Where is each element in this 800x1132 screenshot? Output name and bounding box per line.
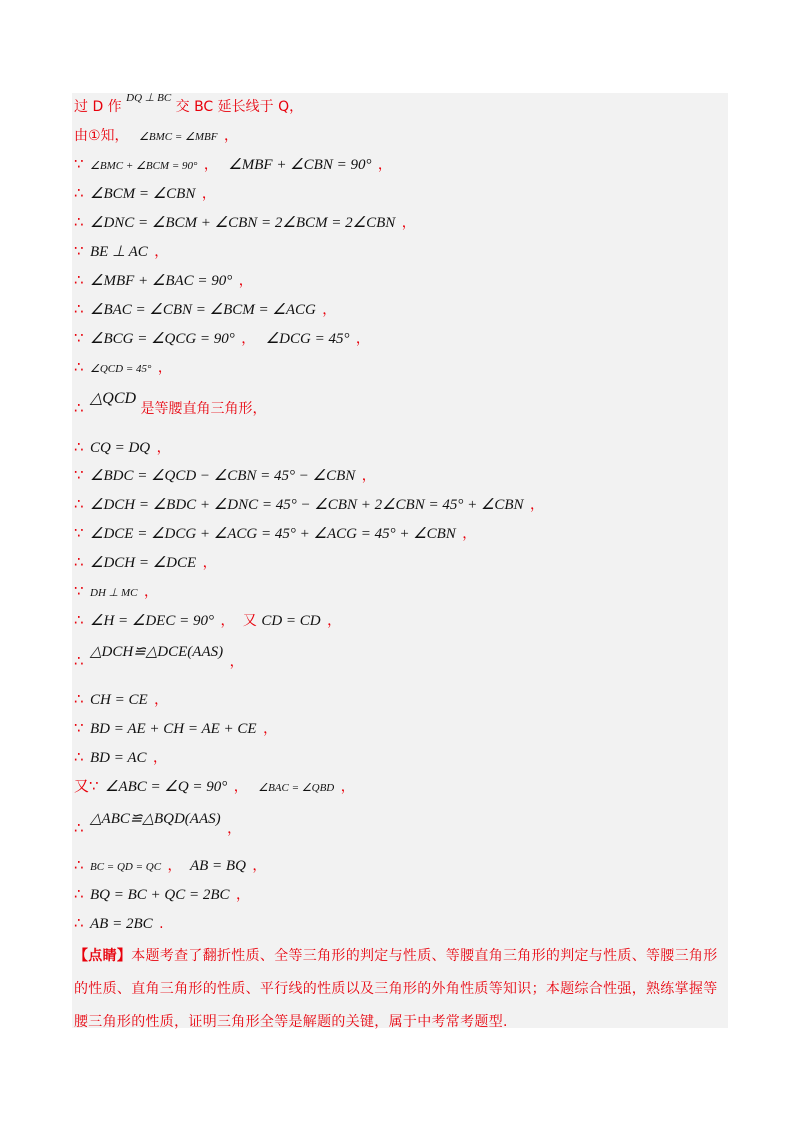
punctuation: .: [159, 916, 164, 932]
math-expression: ∠DNC = ∠BCM + ∠CBN = 2∠BCM = 2∠CBN: [90, 215, 396, 231]
punctuation: ，: [401, 215, 416, 231]
math-expression: ∠BCG = ∠QCG = 90°: [90, 331, 235, 347]
therefore-symbol: ∴: [74, 300, 84, 318]
proof-text: 是等腰直角三角形，: [140, 401, 267, 417]
math-expression: ∠MBF + ∠BAC = 90°: [90, 273, 233, 289]
therefore-symbol: ∴: [74, 748, 84, 766]
punctuation: ，: [202, 555, 217, 571]
punctuation: ，: [361, 468, 376, 484]
proof-line: [74, 180, 216, 206]
math-expression: ∠DCE = ∠DCG + ∠ACG = 45° + ∠ACG = 45° + ∠CBN: [90, 526, 456, 542]
therefore-symbol: ∴: [74, 652, 84, 670]
therefore-symbol: ∴: [74, 690, 84, 708]
punctuation: ，: [152, 750, 167, 766]
therefore-symbol: ∴: [74, 914, 84, 932]
punctuation: ，: [220, 613, 235, 629]
note-heading: 【点睛】: [74, 948, 132, 964]
proof-line: [74, 773, 355, 799]
proof-line: [74, 644, 244, 674]
because-symbol: ∵: [74, 719, 84, 737]
math-expression: ∠QCD = 45°: [90, 363, 152, 375]
math-expression: CQ = DQ: [90, 440, 151, 456]
proof-line: [74, 123, 238, 149]
therefore-symbol: ∴: [74, 495, 84, 513]
punctuation: ，: [201, 186, 216, 202]
note-body: 本题考查了翻折性质、全等三角形的判定与性质、等腰直角三角形的判定与性质、等腰三角形的性质、直角三角形的性质、平行线的性质以及三角形的外角性质等知识；本题综合性强，熟练掌握等腰三角形的性质，证明三角形全等是解题的关键，属于中考常考题型.: [74, 948, 718, 1030]
proof-line: [74, 238, 168, 264]
punctuation: ，: [238, 273, 253, 289]
therefore-symbol: ∴: [74, 399, 84, 417]
math-expression: BD = AC: [90, 750, 147, 766]
math-expression: ∠DCH = ∠DCE: [90, 555, 197, 571]
math-expression: ∠BCM = ∠CBN: [90, 186, 196, 202]
proof-line: [74, 578, 158, 604]
math-expression: ∠BDC = ∠QCD − ∠CBN = 45° − ∠CBN: [90, 468, 356, 484]
proof-line: [74, 354, 172, 380]
because-symbol: ∵: [74, 582, 84, 600]
because-symbol: ∵: [74, 155, 84, 173]
math-expression: ∠H = ∠DEC = 90°: [90, 613, 214, 629]
proof-line: [74, 296, 336, 322]
math-expression: ∠DCH = ∠BDC + ∠DNC = 45° − ∠CBN + 2∠CBN = 45° + ∠CBN: [90, 497, 524, 513]
proof-line: [74, 325, 370, 351]
therefore-symbol: ∴: [74, 358, 84, 376]
key-point-note: [74, 940, 726, 1039]
proof-line: [74, 520, 476, 546]
proof-line: [74, 209, 416, 235]
punctuation: ，: [263, 721, 278, 737]
punctuation: ，: [236, 887, 250, 903]
proof-line: [74, 151, 392, 177]
therefore-symbol: ∴: [74, 819, 84, 837]
proof-line: [74, 852, 266, 878]
proof-line: [74, 686, 168, 712]
math-expression: ∠BMC = ∠MBF: [139, 131, 218, 143]
punctuation: ，: [157, 360, 172, 376]
proof-text: 由①知，: [74, 128, 129, 144]
math-expression: BD = AE + CH = AE + CE: [90, 721, 257, 737]
math-expression: AB = 2BC: [90, 916, 153, 932]
punctuation: ，: [229, 654, 244, 670]
because-symbol: ∵: [74, 466, 84, 484]
punctuation: ，: [241, 331, 256, 347]
therefore-symbol: ∴: [74, 611, 84, 629]
math-expression: ∠DCG = 45°: [265, 331, 350, 347]
proof-text: 又: [242, 613, 257, 629]
proof-line: [74, 607, 341, 633]
punctuation: ，: [252, 858, 267, 874]
math-expression: DQ ⊥ BC: [126, 92, 172, 104]
punctuation: ，: [143, 584, 158, 600]
therefore-symbol: ∴: [74, 213, 84, 231]
math-expression: AB = BQ: [189, 858, 246, 874]
therefore-symbol: ∴: [74, 553, 84, 571]
math-expression: △QCD: [90, 390, 137, 407]
punctuation: ，: [377, 157, 392, 173]
therefore-symbol: ∴: [74, 184, 84, 202]
because-symbol: ∴: [74, 885, 84, 903]
math-expression: BC = QD = QC: [90, 861, 162, 873]
proof-line: [74, 811, 242, 841]
math-expression: △ABC≌△BQD(AAS): [90, 811, 221, 827]
math-expression: ∠ABC = ∠Q = 90°: [105, 779, 228, 795]
math-expression: DH ⊥ MC: [90, 587, 138, 599]
proof-text: 过 D 作: [74, 99, 122, 115]
math-expression: △DCH≌△DCE(AAS): [90, 644, 224, 660]
math-expression: ∠BMC + ∠BCM = 90°: [90, 160, 198, 172]
punctuation: ，: [530, 497, 545, 513]
punctuation: ，: [340, 779, 355, 795]
proof-line: [74, 434, 171, 460]
proof-line: [74, 267, 253, 293]
proof-line: [74, 549, 217, 575]
punctuation: ，: [327, 613, 342, 629]
punctuation: ，: [322, 302, 337, 318]
math-expression: BE ⊥ AC: [90, 244, 148, 260]
because-symbol: ∵: [74, 329, 84, 347]
proof-line: [74, 390, 267, 421]
punctuation: ，: [156, 440, 171, 456]
proof-line: [74, 94, 303, 120]
proof-line: [74, 491, 544, 517]
math-expression: ∠BAC = ∠CBN = ∠BCM = ∠ACG: [90, 302, 316, 318]
math-expression: CD = CD: [261, 613, 321, 629]
because-symbol: ∵: [74, 242, 84, 260]
punctuation: ，: [227, 821, 242, 837]
math-expression: ∠BAC = ∠QBD: [258, 782, 335, 794]
math-expression: CH = CE: [90, 692, 148, 708]
punctuation: ，: [167, 858, 182, 874]
punctuation: ，: [462, 526, 477, 542]
therefore-symbol: ∴: [74, 438, 84, 456]
punctuation: ，: [233, 779, 248, 795]
math-expression: ∠MBF + ∠CBN = 90°: [228, 157, 372, 173]
because-symbol: 又∵: [74, 777, 99, 795]
therefore-symbol: ∴: [74, 856, 84, 874]
because-symbol: ∵: [74, 524, 84, 542]
punctuation: ，: [355, 331, 370, 347]
proof-line: [74, 462, 376, 488]
therefore-symbol: ∴: [74, 271, 84, 289]
proof-text: 交 BC 延长线于 Q，: [175, 99, 304, 115]
proof-line: [74, 715, 277, 741]
punctuation: ，: [223, 128, 238, 144]
proof-line: [74, 910, 164, 936]
proof-line: [74, 744, 167, 770]
math-expression: BQ = BC + QC = 2BC: [90, 887, 230, 903]
punctuation: ，: [203, 157, 218, 173]
punctuation: ，: [154, 692, 169, 708]
proof-line: [74, 881, 250, 907]
punctuation: ，: [154, 244, 169, 260]
